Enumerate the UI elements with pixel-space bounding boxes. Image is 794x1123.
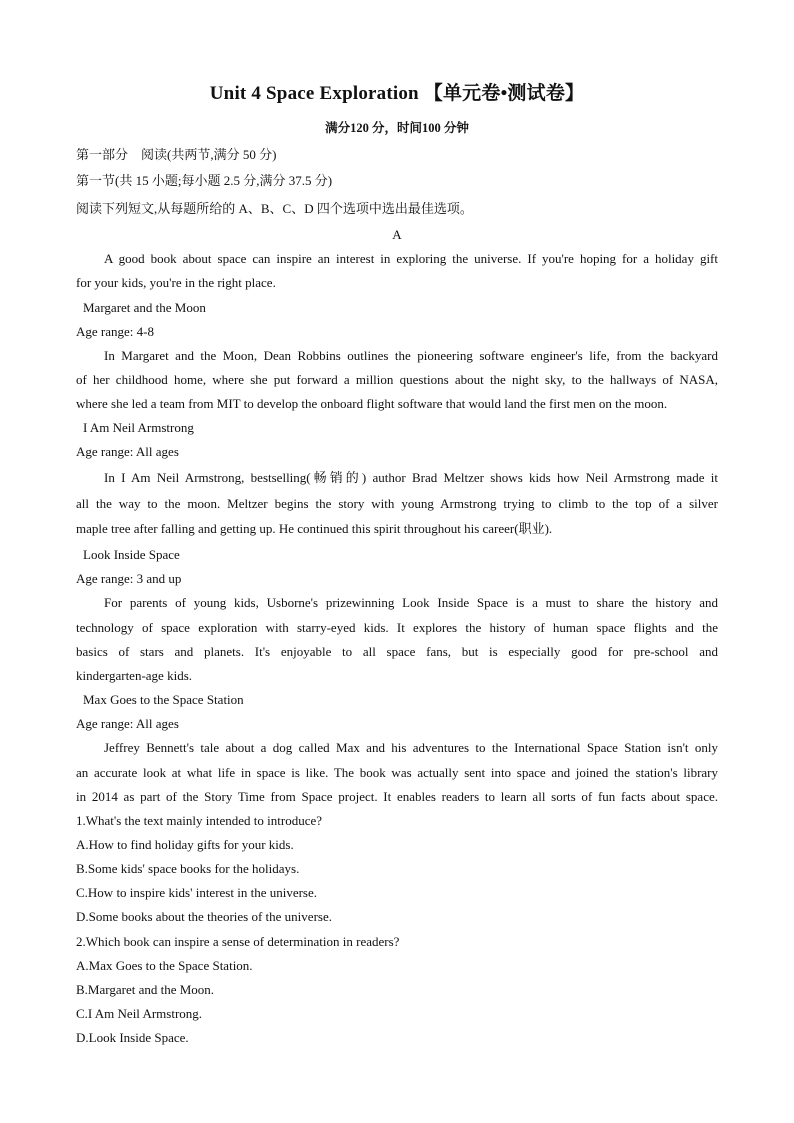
book-description-line: technology of space exploration with starry-eyed kids. It explores the history of human space flights and the	[76, 620, 718, 635]
passage-label: A	[392, 227, 402, 242]
book-description-line: maple tree after falling and getting up. He continued this spirit throughout his career(职业).	[76, 521, 553, 536]
book-description-line: basics of stars and planets. It's enjoyable to all space fans, but is especially good for pre-school and	[76, 644, 718, 659]
book-description-line: For parents of young kids, Usborne's prizewinning Look Inside Space is a must to share the history and	[104, 595, 718, 610]
question-stem: 1.What's the text mainly intended to introduce?	[76, 813, 323, 828]
document-title: Unit 4 Space Exploration 【单元卷•测试卷】	[209, 83, 585, 104]
answer-option: A.Max Goes to the Space Station.	[76, 958, 253, 973]
book-title: Look Inside Space	[83, 547, 180, 562]
book-description-line: In I Am Neil Armstrong, bestselling(畅销的) author Brad Meltzer shows kids how Neil Armstrong made it	[104, 470, 718, 485]
book-description-line: all the way to the moon. Meltzer begins the story with young Armstrong trying to climb to the top of a silver	[76, 496, 718, 511]
score-time-info: 满分120 分，时间100 分钟	[325, 121, 469, 135]
book-description-line: Jeffrey Bennett's tale about a dog called Max and his adventures to the International Space Station isn't only	[104, 740, 718, 755]
intro-line: A good book about space can inspire an interest in exploring the universe. If you're hoping for a holiday gift	[104, 251, 718, 266]
answer-option: C.How to inspire kids' interest in the universe.	[76, 885, 318, 900]
book-title: Margaret and the Moon	[83, 300, 206, 315]
answer-option: C.I Am Neil Armstrong.	[76, 1006, 203, 1021]
book-description-line: where she led a team from MIT to develop the onboard flight software that would land the first men on the moon.	[76, 396, 668, 411]
part-heading: 第一部分 阅读(共两节,满分 50 分)	[76, 147, 277, 162]
answer-option: B.Some kids' space books for the holidays.	[76, 861, 300, 876]
question-stem: 2.Which book can inspire a sense of determination in readers?	[76, 934, 400, 949]
age-range: Age range: All ages	[76, 444, 179, 459]
answer-option: B.Margaret and the Moon.	[76, 982, 215, 997]
book-description-line: in 2014 as part of the Story Time from Space project. It enables readers to learn all sorts of fun facts about space.	[76, 789, 718, 804]
book-description-line: In Margaret and the Moon, Dean Robbins outlines the pioneering software engineer's life, from the backyard	[104, 348, 718, 363]
book-title: Max Goes to the Space Station	[83, 692, 244, 707]
instruction: 阅读下列短文,从每题所给的 A、B、C、D 四个选项中选出最佳选项。	[76, 201, 473, 216]
intro-line: for your kids, you're in the right place.	[76, 275, 276, 290]
answer-option: D.Some books about the theories of the universe.	[76, 909, 332, 924]
book-description-line: of her childhood home, where she put forward a million questions about the night sky, to the hallways of NASA,	[76, 372, 718, 387]
section-heading: 第一节(共 15 小题;每小题 2.5 分,满分 37.5 分)	[76, 173, 333, 188]
age-range: Age range: All ages	[76, 716, 179, 731]
book-description-line: an accurate look at what life in space is like. The book was actually sent into space and joined the station's library	[76, 765, 718, 780]
age-range: Age range: 4-8	[76, 324, 154, 339]
age-range: Age range: 3 and up	[76, 571, 182, 586]
book-description-line: kindergarten-age kids.	[76, 668, 192, 683]
answer-option: D.Look Inside Space.	[76, 1030, 189, 1045]
book-title: I Am Neil Armstrong	[83, 420, 194, 435]
answer-option: A.How to find holiday gifts for your kids.	[76, 837, 294, 852]
